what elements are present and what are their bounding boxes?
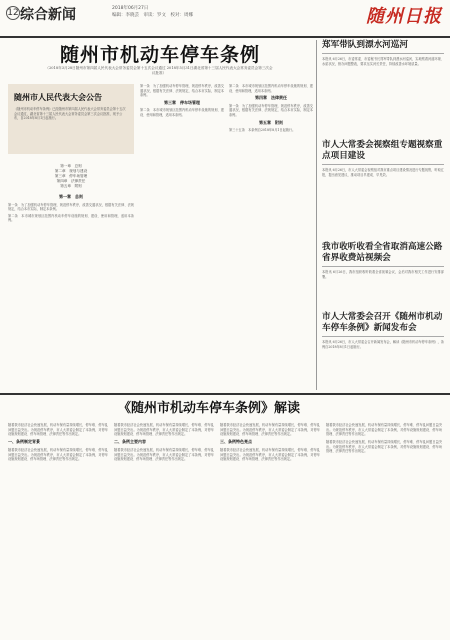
sidebar-article-4 bbox=[322, 312, 444, 349]
interpretation-paragraph: 随着我市经济社会快速发展，机动车保有量持续增长，停车难、停车乱问题日益突出。为规范停车秩序，市人大常委会制定了本条例，对停车设施规划建设、停车场管理、法律责任等作出规定。 bbox=[8, 423, 108, 437]
sidebar-body: 本报讯 6月26日，我市组织收听收看全省视频会议，会后对我市相关工作进行安排部署。 bbox=[322, 270, 444, 279]
interpretation-paragraph: 随着我市经济社会快速发展，机动车保有量持续增长，停车难、停车乱问题日益突出。为规范停车秩序，市人大常委会制定了本条例，对停车设施规划建设、停车场管理、法律责任等作出规定。 bbox=[114, 423, 214, 437]
interpretation-paragraph: 随着我市经济社会快速发展，机动车保有量持续增长，停车难、停车乱问题日益突出。为规范停车秩序，市人大常委会制定了本条例，对停车设施规划建设、停车场管理、法律责任等作出规定。 bbox=[8, 447, 108, 462]
page-number: 12 bbox=[7, 8, 19, 18]
article-column-1 bbox=[8, 158, 134, 390]
section-rule bbox=[0, 393, 450, 395]
interpretation-heading: 三、条例特色亮点 bbox=[220, 439, 252, 445]
sidebar-body: 本报讯 6月26日，市人大常委会视察组对我市重点项目建设情况进行专题视察，听取汇报，提出意见建议，推动项目早建成、早见效。 bbox=[322, 168, 444, 177]
toc-item: 第三章 停车场管理 bbox=[54, 174, 88, 178]
interpretation-paragraph: 随着我市经济社会快速发展，机动车保有量持续增长，停车难、停车乱问题日益突出。为规范停车秩序，市人大常委会制定了本条例，对停车设施规划建设、停车场管理、法律责任等作出规定。 bbox=[326, 423, 442, 437]
sidebar-headline: 市人大常委会召开《随州市机动车停车条例》新闻发布会 bbox=[322, 312, 444, 337]
sidebar-body: 本报讯 6月26日，市人大常委会召开新闻发布会，解读《随州市机动车停车条例》，条例自2018年8月1日起施行。 bbox=[322, 340, 444, 349]
toc-item: 第二章 规划与建设 bbox=[54, 169, 88, 173]
interpretation-column-1 bbox=[8, 420, 108, 636]
sidebar-headline: 市人大常委会视察组专题视察重点项目建设 bbox=[322, 140, 444, 165]
sidebar-article-3 bbox=[322, 242, 444, 279]
header-editors: 编辑：李晓芸 审读：罗文 校对：周娜 bbox=[112, 13, 193, 18]
toc-item: 第一章 总则 bbox=[60, 164, 82, 168]
sidebar-article-2 bbox=[322, 140, 444, 177]
header-date: 2018年06月27日 bbox=[112, 6, 149, 11]
article-paragraph: 第三十五条 本条例自2018年8月1日起施行。 bbox=[229, 128, 296, 133]
chapter-heading: 第一章 总则 bbox=[59, 194, 83, 199]
sidebar-headline: 我市收听收看全省取消高速公路省界收费站视频会 bbox=[322, 242, 444, 267]
column-divider bbox=[316, 40, 317, 390]
sidebar-article-1 bbox=[322, 40, 444, 66]
main-lead: （2018年3月28日随州市第四届人民代表大会常务委员会第十五次会议通过 2018年5月31日湖北省第十三届人民代表大会常务委员会第三次会议批准） bbox=[45, 66, 273, 75]
interpretation-paragraph: 随着我市经济社会快速发展，机动车保有量持续增长，停车难、停车乱问题日益突出。为规范停车秩序，市人大常委会制定了本条例，对停车设施规划建设、停车场管理、法律责任等作出规定。 bbox=[220, 423, 320, 437]
article-paragraph: 第二条 本市城市规划区范围内机动车停车设施的规划、建设、使用和管理，适用本条例。 bbox=[8, 213, 134, 223]
article-column-3 bbox=[229, 84, 313, 390]
toc-item: 第四章 法律责任 bbox=[56, 179, 86, 183]
interpretation-column-4 bbox=[326, 420, 442, 636]
article-paragraph: 第二条 本市城市规划区范围内机动车停车设施的规划、建设、使用和管理，适用本条例。 bbox=[229, 84, 313, 93]
article-paragraph: 第一条 为了加强机动车停车管理，规范停车秩序，改善交通状况，根据有关法律、法规规定，结合本市实际，制定本条例。 bbox=[8, 202, 134, 212]
article-paragraph: 第一条 为了加强机动车停车管理，规范停车秩序，改善交通状况，根据有关法律、法规规定，结合本市实际，制定本条例。 bbox=[140, 84, 224, 98]
chapter-heading: 第四章 法律责任 bbox=[255, 95, 287, 101]
interpretation-column-2 bbox=[114, 420, 214, 636]
article-column-2 bbox=[140, 84, 224, 390]
interpretation-column-3 bbox=[220, 420, 320, 636]
interpretation-heading: 一、条例制定背景 bbox=[8, 439, 40, 445]
interpretation-paragraph: 随着我市经济社会快速发展，机动车保有量持续增长，停车难、停车乱问题日益突出。为规范停车秩序，市人大常委会制定了本条例，对停车设施规划建设、停车场管理、法律责任等作出规定。 bbox=[326, 440, 442, 454]
sidebar-headline: 郑军带队到漂水河巡河 bbox=[322, 40, 444, 54]
notice-body: 《随州市机动车停车条例》已经随州市第四届人民代表大会常务委员会第十五次会议通过，湖北省第十三届人民代表大会常务委员会第三次会议批准，现予公布，自2018年8月1日起施行。 bbox=[14, 107, 126, 121]
article-paragraph: 第二条 本市城市规划区范围内机动车停车设施的规划、建设、使用和管理，适用本条例。 bbox=[140, 108, 224, 117]
chapter-heading: 第三章 停车场管理 bbox=[164, 99, 200, 105]
notice-box bbox=[8, 84, 134, 154]
interpretation-paragraph: 随着我市经济社会快速发展，机动车保有量持续增长，停车难、停车乱问题日益突出。为规范停车秩序，市人大常委会制定了本条例，对停车设施规划建设、停车场管理、法律责任等作出规定。 bbox=[220, 447, 320, 462]
newspaper-logo: 随州日报 bbox=[366, 6, 442, 27]
table-of-contents bbox=[8, 164, 134, 189]
bottom-title: 《随州市机动车停车条例》解读 bbox=[118, 401, 301, 416]
page-header bbox=[0, 0, 450, 38]
toc-item: 第五章 附则 bbox=[60, 184, 82, 188]
main-title: 随州市机动车停车条例 bbox=[60, 44, 261, 66]
article-paragraph: 第一条 为了加强机动车停车管理，规范停车秩序，改善交通状况，根据有关法律、法规规定，结合本市实际，制定本条例。 bbox=[229, 103, 313, 117]
header-meta bbox=[112, 5, 193, 19]
interpretation-heading: 二、条例主要内容 bbox=[114, 439, 146, 445]
interpretation-paragraph: 随着我市经济社会快速发展，机动车保有量持续增长，停车难、停车乱问题日益突出。为规范停车秩序，市人大常委会制定了本条例，对停车设施规划建设、停车场管理、法律责任等作出规定。 bbox=[114, 447, 214, 462]
notice-title: 随州市人民代表大会公告 bbox=[14, 92, 102, 102]
chapter-heading: 第五章 附则 bbox=[259, 119, 283, 125]
sidebar-body: 本报讯 6月26日，市委常委、市委秘书长郑军带队到漂水河巡河，实地察看河道环境、水质状况，督办问题整改，要求压实河长责任，持续改善水环境质量。 bbox=[322, 57, 444, 66]
section-title: 综合新闻 bbox=[20, 7, 76, 23]
